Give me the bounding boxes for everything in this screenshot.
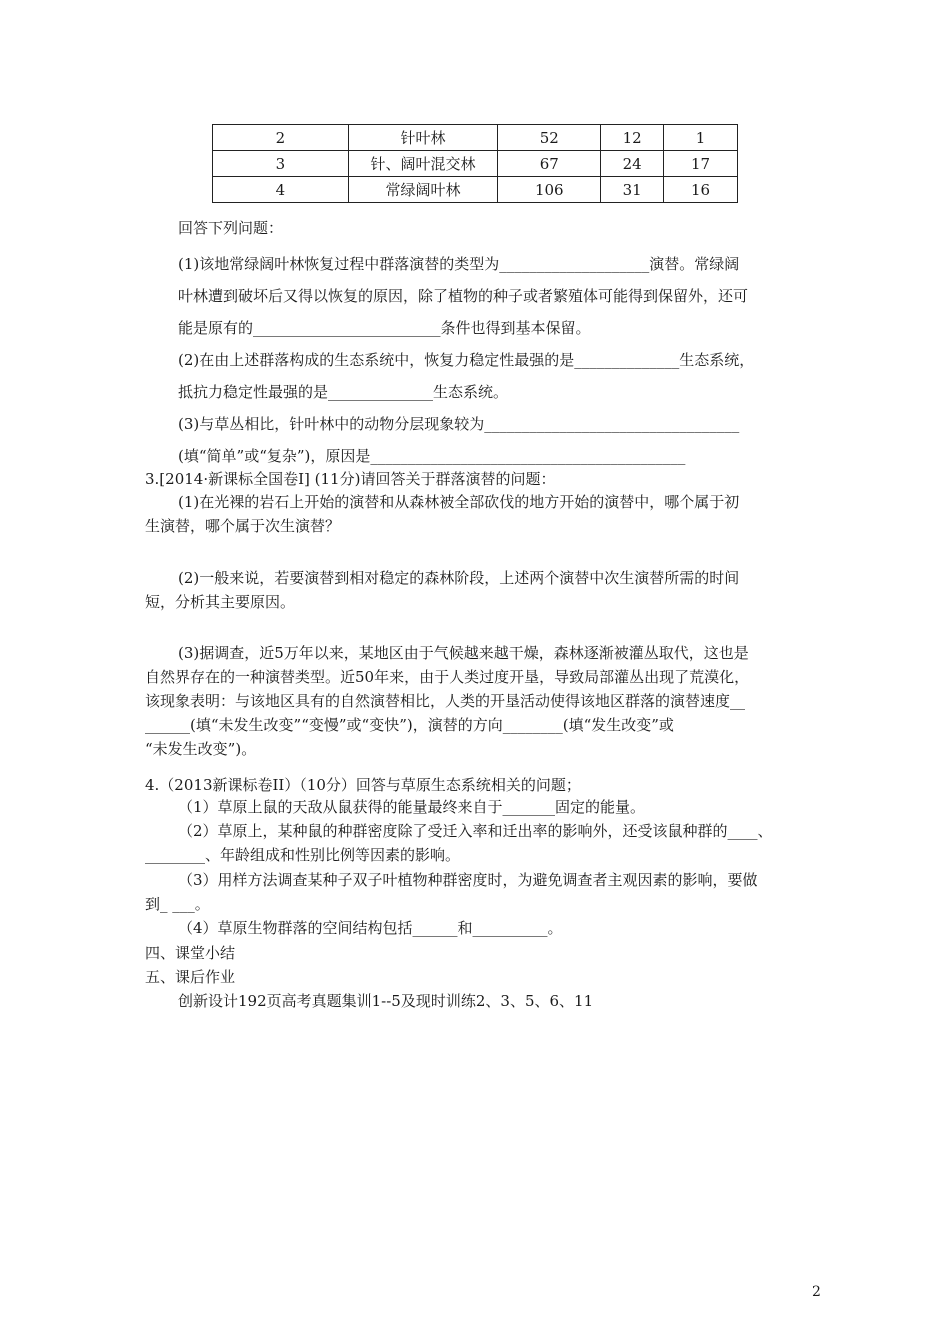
question-text: （3）用样方法调查某种子双子叶植物种群密度时，为避免调查者主观因素的影响，要做	[178, 871, 758, 889]
question-text: (2)一般来说，若要演替到相对稳定的森林阶段，上述两个演替中次生演替所需的时间	[178, 569, 740, 587]
table-cell: 24	[601, 151, 664, 177]
table-cell: 常绿阔叶林	[348, 177, 498, 203]
question-text: “未发生改变”)。	[145, 740, 257, 758]
table-cell: 17	[664, 151, 738, 177]
question-text: (3)据调查，近5万年以来，某地区由于气候越来越干燥，森林逐渐被灌丛取代，这也是	[178, 644, 749, 662]
question-text: （1）草原上鼠的天敌从鼠获得的能量最终来自于_______固定的能量。	[178, 798, 646, 816]
table-cell: 12	[601, 125, 664, 151]
question-text: 短，分析其主要原因。	[145, 593, 296, 611]
question-text: 抵抗力稳定性最强的是______________生态系统。	[178, 383, 509, 401]
question-text: 该现象表明：与该地区具有的自然演替相比，人类的开垦活动使得该地区群落的演替速度__	[145, 692, 746, 710]
question-title: 4.（2013新课标卷II）（10分）回答与草原生态系统相关的问题；	[145, 776, 581, 794]
data-table	[212, 124, 738, 203]
table-row	[213, 177, 738, 203]
table-row	[213, 125, 738, 151]
page-number: 2	[812, 1284, 821, 1300]
table-cell: 31	[601, 177, 664, 203]
table-cell: 52	[498, 125, 601, 151]
table-cell: 针、阔叶混交林	[348, 151, 498, 177]
question-text: （2）草原上，某种鼠的种群密度除了受迁入率和迁出率的影响外，还受该鼠种群的____、	[178, 822, 773, 840]
table-cell: 3	[213, 151, 349, 177]
question-text: (1)该地常绿阔叶林恢复过程中群落演替的类型为____________________演替。常绿阔	[178, 255, 740, 273]
question-text: （4）草原生物群落的空间结构包括______和__________。	[178, 919, 563, 937]
table-cell: 1	[664, 125, 738, 151]
question-text: (填“简单”或“复杂”)，原因是__________________________________________	[178, 447, 686, 465]
question-text: 到_ ___。	[145, 895, 210, 913]
question-text: (2)在由上述群落构成的生态系统中，恢复力稳定性最强的是______________生态系统，	[178, 351, 755, 369]
question-text: 生演替，哪个属于次生演替？	[145, 517, 341, 535]
section-heading: 四、课堂小结	[145, 944, 236, 962]
table-cell: 67	[498, 151, 601, 177]
table-row	[213, 151, 738, 177]
table-cell: 4	[213, 177, 349, 203]
question-text: ________、年龄组成和性别比例等因素的影响。	[145, 846, 461, 864]
question-text: (3)与草丛相比，针叶林中的动物分层现象较为__________________________________	[178, 415, 740, 433]
question-text: (1)在光裸的岩石上开始的演替和从森林被全部砍伐的地方开始的演替中，哪个属于初	[178, 493, 740, 511]
question-text: ______(填“未发生改变”“变慢”或“变快”)，演替的方向________(填“发生改变”或	[145, 716, 674, 734]
section-heading: 五、课后作业	[145, 968, 236, 986]
question-text: 能是原有的_________________________条件也得到基本保留。	[178, 319, 591, 337]
table-cell: 2	[213, 125, 349, 151]
homework-text: 创新设计192页高考真题集训1--5及现时训练2、3、5、6、11	[178, 992, 594, 1010]
question-title: 3.[2014·新课标全国卷Ⅰ] (11分)请回答关于群落演替的问题：	[145, 470, 556, 488]
question-text: 自然界存在的一种演替类型。近50年来，由于人类过度开垦，导致局部灌丛出现了荒漠化，	[145, 668, 750, 686]
question-text: 叶林遭到破坏后又得以恢复的原因，除了植物的种子或者繁殖体可能得到保留外，还可	[178, 287, 749, 305]
table-cell: 16	[664, 177, 738, 203]
table-cell: 106	[498, 177, 601, 203]
question-intro: 回答下列问题：	[178, 219, 284, 237]
table-cell: 针叶林	[348, 125, 498, 151]
